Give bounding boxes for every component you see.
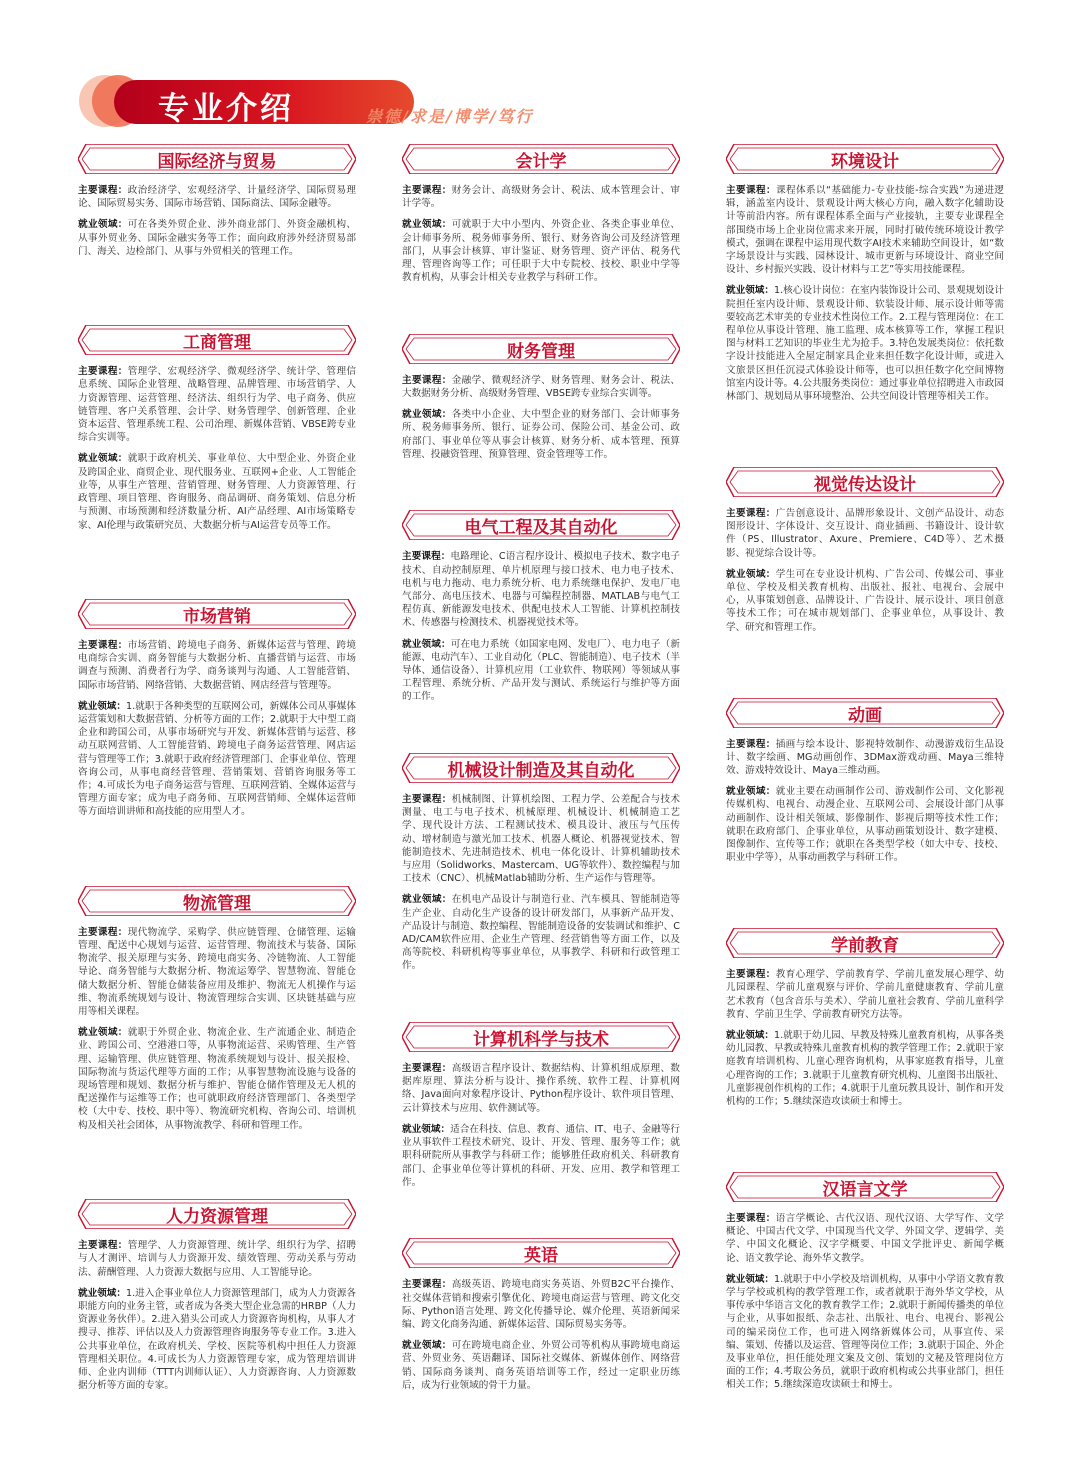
jobs-label: 就业领域： (402, 894, 452, 906)
jobs-label: 就业领域： (402, 1123, 451, 1135)
major-title: 物流管理 (183, 893, 251, 914)
major-title: 学前教育 (831, 936, 899, 957)
major-title-frame (78, 325, 356, 355)
jobs-text: 1.进入企事业单位人力资源管理部门，成为人力资源各职能方向的业务主管，或者成为各类大型企业急需的HRBP（人力资源业务伙伴）。2.进入猎头公司或人力资源咨询机构，从事人才搜寻、推荐、评估以及人力资源管理咨询服务等专业工作。3.进入公共事业单位，在政府机关、学校、医院等机构中担任人力资源管理相关职位。4.可成长为人力资源管理专家，成为管理培训讲师、企业内训师（TTT内训师认证）、人力资源咨询、人力资源数据分析等方面的专家。 (78, 1287, 357, 1392)
jobs-label: 就业领域： (78, 1287, 127, 1299)
major-jobs (78, 452, 356, 531)
major-jobs (726, 1029, 1004, 1108)
jobs-label: 就业领域： (726, 285, 775, 297)
major-title-frame (78, 886, 356, 916)
courses-label: 主要课程： (78, 639, 128, 651)
jobs-text: 适合在科技、信息、教育、通信、IT、电子、金融等行业从事软件工程技术研究、设计、开发、管理、服务等工作；就职科研院所从事教学与科研工作；能够胜任政府机关、科研教育部门、企事业单位等计算机的科研、开发、应用、教学和管理工作。 (402, 1123, 680, 1188)
jobs-text: 各类中小企业、大中型企业的财务部门、会计师事务所、税务师事务所、银行、证券公司、保险公司、基金公司、政府部门、事业单位等从事会计核算、财务分析、成本管理、预算管理、投融资管理、预算管理、资金管理等工作。 (402, 409, 681, 460)
courses-label: 主要课程： (726, 1212, 776, 1224)
jobs-text: 学生可在专业设计机构、广告公司、传媒公司、事业单位、学校及相关教育机构、出版社、报社、电视台、会展中心，从事策划创意、品牌设计、广告设计、展示设计、项目创意等技术工作；可在城市规划部门、企事业单位，从事设计、教学、研究和管理工作。 (726, 568, 1005, 633)
jobs-label: 就业领域： (78, 700, 127, 712)
major-title: 机械设计制造及其自动化 (447, 761, 635, 782)
jobs-label: 就业领域： (402, 638, 451, 650)
jobs-text: 1.就职于各种类型的互联网公司，新媒体公司从事媒体运营策划和大数据营销、分析等方面的工作；2.就职于大中型工商企业和跨国公司，从事市场研究与开发、新媒体营销与运营、移动互联网营销、人工智能营销、跨境电子商务运营管理、网店运营与管理等工作；3.就职于政府经济管理部门、企事业单位、管理咨询公司，从事电商经营管理、营销策划、营销咨询服务等工作；4.可成长为电子商务运营与管理、互联网营销、全媒体运营与管理方面专家；成为电子商务师、互联网营销师、全媒体运营师等方面培训讲师和高技能的应用型人才。 (78, 700, 357, 818)
major-jobs (402, 1339, 680, 1392)
major-section (726, 928, 1004, 1108)
major-jobs (78, 700, 356, 819)
jobs-label: 就业领域： (402, 1340, 452, 1352)
jobs-text: 1.就职于幼儿园、早教及特殊儿童教育机构，从事各类幼儿园教、早教或特殊儿童教育机构的教学管理工作；2.就职于家庭教育培训机构、儿童心理咨询机构，从事家庭教育指导，儿童心理咨询的工作；3.就职于儿童教育研究机构、儿童图书出版社、儿童影视创作机构的工作；4.就职于儿童玩教具设计、制作和开发机构的工作；5.继续深造攻读硕士和博士。 (726, 1029, 1005, 1107)
major-courses (726, 184, 1004, 276)
courses-label: 主要课程： (726, 969, 776, 981)
courses-text: 管理学、人力资源管理、统计学、组织行为学、招聘与人才测评、培训与人力资源开发、绩效管理、劳动关系与劳动法、薪酬管理、人力资源大数据与应用、人工智能导论。 (78, 1240, 357, 1278)
courses-label: 主要课程： (402, 374, 452, 386)
major-jobs (402, 408, 680, 461)
courses-label: 主要课程： (78, 926, 128, 938)
jobs-label: 就业领域： (726, 1029, 775, 1041)
major-section (78, 325, 356, 531)
major-title: 英语 (524, 1246, 558, 1267)
major-courses (78, 365, 356, 444)
courses-label: 主要课程： (726, 738, 776, 750)
major-title: 国际经济与贸易 (157, 152, 277, 172)
courses-text: 广告创意设计、品牌形象设计、文创产品设计、动态图形设计、字体设计、交互设计、商业插画、书籍设计、设计软件（PS、Illustrator、Axure、Premiere、C4D等）、艺术摄影、视觉综合设计等。 (726, 508, 1005, 559)
major-jobs (402, 893, 680, 972)
courses-text: 高级英语、跨境电商实务英语、外贸B2C平台操作、社交媒体营销和搜索引擎优化、跨境电商运营与管理、跨文化交际、Python语言处理、跨文化传播导论、媒介伦理、英语新闻采编、跨文化商务沟通、新媒体运营、国际贸易实务等。 (402, 1279, 680, 1330)
major-section (78, 886, 356, 1132)
courses-label: 主要课程： (402, 1063, 452, 1075)
courses-text: 教育心理学、学前教育学、学前儿童发展心理学、幼儿园课程、学前儿童观察与评价、学前儿童健康教育、学前儿童艺术教育（包含音乐与美术）、学前儿童社会教育、学前儿童科学教育、学前卫生学、学前教育研究方法等。 (726, 969, 1005, 1020)
major-courses (78, 184, 356, 210)
major-title-frame (726, 144, 1004, 174)
major-jobs (78, 1026, 356, 1132)
major-title: 汉语言文学 (822, 1179, 908, 1200)
major-section (726, 467, 1004, 634)
courses-label: 主要课程： (402, 185, 452, 196)
major-jobs (402, 218, 680, 284)
major-section (402, 1022, 680, 1189)
jobs-label: 就业领域： (402, 409, 452, 421)
jobs-text: 可在各类外贸企业、涉外商业部门、外资金融机构、从事外贸业务、国际金融实务等工作；面向政府涉外经济贸易部门、海关、边检部门、从事与外贸相关的管理工作。 (78, 219, 357, 257)
major-section (78, 1199, 356, 1392)
major-courses (402, 1062, 680, 1115)
jobs-text: 可在跨境电商企业、外贸公司等机构从事跨境电商运营、外贸业务、英语翻译、国际社交媒体、新媒体创作、网络营销、国际商务谈判、商务英语培训等工作，经过一定职业历练后，成为行业领域的骨干力量。 (402, 1340, 681, 1391)
major-jobs (726, 1273, 1004, 1392)
courses-text: 政治经济学、宏观经济学、计量经济学、国际贸易理论、国际贸易实务、国际市场营销、国际商法、国际金融等。 (78, 185, 357, 210)
major-section (726, 698, 1004, 865)
major-title-frame (402, 334, 680, 364)
major-section (402, 1238, 680, 1392)
major-section (726, 1172, 1004, 1392)
courses-text: 高级语言程序设计、数据结构、计算机组成原理、数据库原理、算法分析与设计、操作系统、软件工程、计算机网络、Java面向对象程序设计、Python程序设计、软件项目管理、云计算技术与应用、软件测试等。 (402, 1063, 681, 1114)
column-left (78, 144, 356, 1400)
major-courses (78, 639, 356, 692)
major-section (726, 144, 1004, 403)
major-title-frame (78, 144, 356, 174)
major-title: 市场营销 (183, 606, 251, 627)
courses-label: 主要课程： (726, 508, 776, 519)
major-jobs (402, 1123, 680, 1189)
courses-text: 财务会计、高级财务会计、税法、成本管理会计、审计学等。 (402, 185, 681, 210)
jobs-text: 1.核心设计岗位：在室内装饰设计公司、景观规划设计院担任室内设计师、景观设计师、软装设计师、展示设计师等需要较高艺术审美的专业技术性岗位工作。2.工程与管理岗位：在工程单位从事设计管理、施工监理、成本核算等工作，掌握工程识图与材料工艺知识的毕业生尤为抢手。3.特色发展类岗位：依托数字设计技能进入全屋定制家具企业来担任数字化设计师，或进入文旅景区担任沉浸式体验设计师等，也可以担任数字化空间博物馆室内设计等。4.公共服务类岗位：通过事业单位招聘进入市政园林部门、规划局从事环境整治、公共空间设计管理等相关工作。 (726, 285, 1005, 403)
jobs-label: 就业领域： (78, 1027, 128, 1039)
major-section (402, 144, 680, 284)
major-courses (726, 738, 1004, 778)
jobs-label: 就业领域： (78, 453, 128, 465)
courses-label: 主要课程： (78, 1240, 128, 1252)
major-title: 环境设计 (831, 152, 899, 172)
jobs-text: 在机电产品设计与制造行业、汽车模具、智能制造等生产企业、自动化生产设备的设计研发部门，从事新产品开发、产品设计与制造、数控编程、智能制造设备的安装调试和维护、CAD/CAM软件应用、企业生产管理、经营销售等方面工作，以及高等院校、科研机构等事业单位，从事教学、科研和行政管理工作。 (402, 894, 681, 972)
jobs-label: 就业领域： (726, 1273, 775, 1285)
major-section (402, 510, 680, 703)
major-jobs (726, 785, 1004, 864)
major-jobs (78, 218, 356, 258)
courses-text: 电路理论、C语言程序设计、模拟电子技术、数字电子技术、自动控制原理、单片机原理与接口技术、电力电子技术、电机与电力拖动、电力系统分析、电力系统继电保护、发电厂电气部分、高电压技术、电器与可编程控制器、MATLAB与电气工程仿真、新能源发电技术、供配电技术人工智能、计算机控制技术、传感器与检测技术、机器视觉技术等。 (402, 551, 681, 629)
major-courses (726, 1212, 1004, 1265)
major-section (78, 599, 356, 819)
column-right (726, 144, 1004, 1400)
jobs-label: 就业领域： (402, 219, 452, 231)
page-title: 专业介绍 (158, 91, 294, 127)
courses-text: 课程体系以“基础能力-专业技能-综合实践”为递进逻辑，涵盖室内设计、景观设计两大核心方向，融入数字化辅助设计等前沿内容。所有课程体系全面与产业接轨，主要专业课程全部围绕市场上企业岗位需求来开展，同时打破传统环境设计教学模式，强调在课程中运用现代数字AI技术来辅助空间设计，如“数字场景设计与实践、园林设计、城市更新与环境设计、商业空间设计、乡村振兴实践、设计材料与工艺”等实用技能课程。 (726, 185, 1004, 276)
major-courses (78, 1239, 356, 1279)
major-title: 会计学 (515, 152, 567, 172)
jobs-text: 就职于政府机关、事业单位、大中型企业、外资企业及跨国企业、商贸企业、现代服务业、互联网+企业、人工智能企业等，从事生产管理、营销管理、财务管理、人力资源管理、行政管理、项目管理、咨询服务、商品调研、商务策划、信息分析与预测、市场预测和经济数量分析、AI产品经理、AI市场策略专家、AI伦理与政策研究员、大数据分析与AI运营专员等工作。 (78, 453, 357, 531)
major-title-frame (402, 510, 680, 540)
major-title: 工商管理 (183, 333, 251, 354)
major-title-frame (402, 1022, 680, 1052)
major-title-frame (726, 928, 1004, 958)
jobs-text: 1.就职于中小学校及培训机构，从事中小学语文教育教学与学校或机构的教学管理工作，或者就职于海外华文学校，从事传承中华语言文化的教育教学工作；2.就职于新闻传播类的单位与企业，从事如报纸、杂志社、出版社、电台、电视台、影视公司的编采岗位工作，也可进入网络新媒体公司，从事宣传、采编、策划、传播以及运营、管理等岗位工作；3.就职于国企、外企及事业单位，担任能处理文案及文创、策划的文秘及管理岗位方面的工作；4.考取公务员，就职于政府机构或公共事业部门，担任相关工作；5.继续深造攻读硕士和博士。 (726, 1273, 1005, 1391)
major-courses (402, 184, 680, 210)
courses-text: 语言学概论、古代汉语、现代汉语、大学写作、文学概论、中国古代文学、中国现当代文学、外国文学、逻辑学、美学、中国文化概论、汉字学概要、中国文学批评史、新闻学概论、语文教学论、海外华文教学。 (726, 1212, 1005, 1264)
major-title-frame (726, 698, 1004, 728)
major-courses (402, 1278, 680, 1331)
major-title-frame (78, 1199, 356, 1229)
major-courses (78, 926, 356, 1018)
major-title: 计算机科学与技术 (473, 1030, 609, 1051)
major-title: 视觉传达设计 (814, 475, 916, 495)
major-jobs (402, 638, 680, 704)
courses-text: 插画与绘本设计、影视特效制作、动漫游戏衍生品设计、数字绘画、MG动画创作、3DMax游戏动画、Maya三维特效、游戏特效设计、Maya三维动画。 (726, 738, 1005, 776)
jobs-label: 就业领域： (726, 786, 776, 798)
jobs-text: 就职于外贸企业、物流企业、生产流通企业、制造企业、跨国公司、空港港口等，从事物流运营、采购管理、生产管理、运输管理、供应链管理、物流系统规划与设计、报关报检、国际物流与货运代理等方面的工作；从事智慧物流设施与设备的现场管理和规划、数据分析与维护、智能仓储作管理及无人机的配送操作与运维等工作；也可就职政府经济管理部门、各类型学校（大中专、技校、职中等）、物流研究机构、咨询公司、培训机构及相关社会团体，从事物流教学、科研和管理工作。 (78, 1027, 357, 1131)
courses-label: 主要课程： (726, 185, 776, 196)
major-title: 动画 (848, 705, 882, 726)
major-courses (402, 793, 680, 885)
major-title-frame (402, 1238, 680, 1268)
courses-text: 现代物流学、采购学、供应链管理、仓储管理、运输管理、配送中心规划与运营、运营管理、物流技术与装备、国际物流学、报关原理与实务、跨境电商实务、冷链物流、人工智能导论、商务智能与大数据分析、物流运筹学、智慧物流、智能仓储大数据分析、智能仓储装备应用及维护、物流无人机操作与运维、物流系统规划与设计、物流管理综合实训、区块链基础与应用等相关课程。 (78, 926, 357, 1018)
courses-text: 管理学、宏观经济学、微观经济学、统计学、管理信息系统、国际企业管理、战略管理、品牌管理、市场营销学、人力资源管理、运营管理、经济法、组织行为学、电子商务、供应链管理、客户关系管理、会计学、财务管理学、创新管理、企业资本运营、管理系统工程、公司治理、新媒体营销、VBSE跨专业综合实训等。 (78, 366, 357, 444)
major-jobs (78, 1287, 356, 1393)
major-section (78, 144, 356, 258)
courses-text: 机械制图、计算机绘图、工程力学、公差配合与技术测量、电工与电子技术、机械原理、机械设计、机械制造工艺学、现代设计方法、工程测试技术、模具设计、液压与气压传动、增材制造与激光加工技术、机器人概论、机器视觉技术、智能制造技术、先进制造技术、机电一体化设计、计算机辅助技术与应用（Solidworks、Mastercam、UG等软件）、数控编程与加工技术（CNC）、机械Matlab辅助分析、生产运作与管理等。 (402, 794, 681, 885)
jobs-text: 可在电力系统（如国家电网、发电厂）、电力电子（新能源、电动汽车）、工业自动化（PLC、智能制造）、电子技术（半导体、通信设备）、计算机应用（工业软件、物联网）等领域从事工程管理、系统分析、产品开发与测试、系统运行与维护等方面的工作。 (402, 638, 681, 703)
column-middle (402, 144, 680, 1400)
major-title: 财务管理 (507, 341, 575, 362)
school-motto: 崇德/求是/博学/笃行 (366, 107, 534, 126)
major-section (402, 334, 680, 461)
page-header (78, 74, 538, 128)
major-jobs (726, 284, 1004, 403)
courses-label: 主要课程： (78, 366, 128, 378)
major-title: 人力资源管理 (166, 1207, 268, 1228)
jobs-label: 就业领域： (726, 568, 776, 580)
courses-label: 主要课程： (402, 1279, 452, 1291)
major-title-frame (402, 144, 680, 174)
major-courses (402, 374, 680, 400)
jobs-text: 就业主要在动画制作公司、游戏制作公司、文化影视传媒机构、电视台、动漫企业、互联网公司、会展设计部门从事动画制作、设计相关领域、影像制作、影视后期等技术性工作；就职在政府部门、企事业单位，从事动画策划设计、数字建模、图像制作、宣传等工作；就职在各类型学校（如大中专、技校、职业中学等），从事动画教学与科研工作。 (726, 786, 1005, 864)
major-courses (402, 550, 680, 629)
courses-label: 主要课程： (402, 551, 451, 563)
courses-text: 金融学、微观经济学、财务管理、财务会计、税法、大数据财务分析、高级财务管理、VBSE跨专业综合实训等。 (402, 374, 681, 400)
courses-text: 市场营销、跨境电子商务、新媒体运营与管理、跨境电商综合实训、商务智能与大数据分析、直播营销与运营、市场调查与预测、消费者行为学、商务谈判与沟通、人工智能营销、国际市场营销、网络营销、大数据营销、网店经营与管理等。 (78, 639, 357, 691)
major-title-frame (726, 467, 1004, 497)
major-title-frame (78, 599, 356, 629)
courses-label: 主要课程： (402, 794, 452, 806)
major-title: 电气工程及其自动化 (464, 518, 618, 539)
major-courses (726, 507, 1004, 560)
major-title-frame (726, 1172, 1004, 1202)
major-jobs (726, 568, 1004, 634)
major-courses (726, 968, 1004, 1021)
major-title-frame (402, 753, 680, 783)
courses-label: 主要课程： (78, 185, 128, 196)
jobs-label: 就业领域： (78, 219, 128, 231)
major-section (402, 753, 680, 973)
jobs-text: 可就职于大中小型内、外资企业、各类企事业单位、会计师事务所、税务师事务所、银行、财务咨询公司及经济管理部门，从事会计核算、审计鉴证、财务管理、资产评估、税务代理、管理咨询等工作；可任职于大中专院校、技校、职业中学等教育机构，从事会计相关专业教学与科研工作。 (402, 219, 681, 284)
